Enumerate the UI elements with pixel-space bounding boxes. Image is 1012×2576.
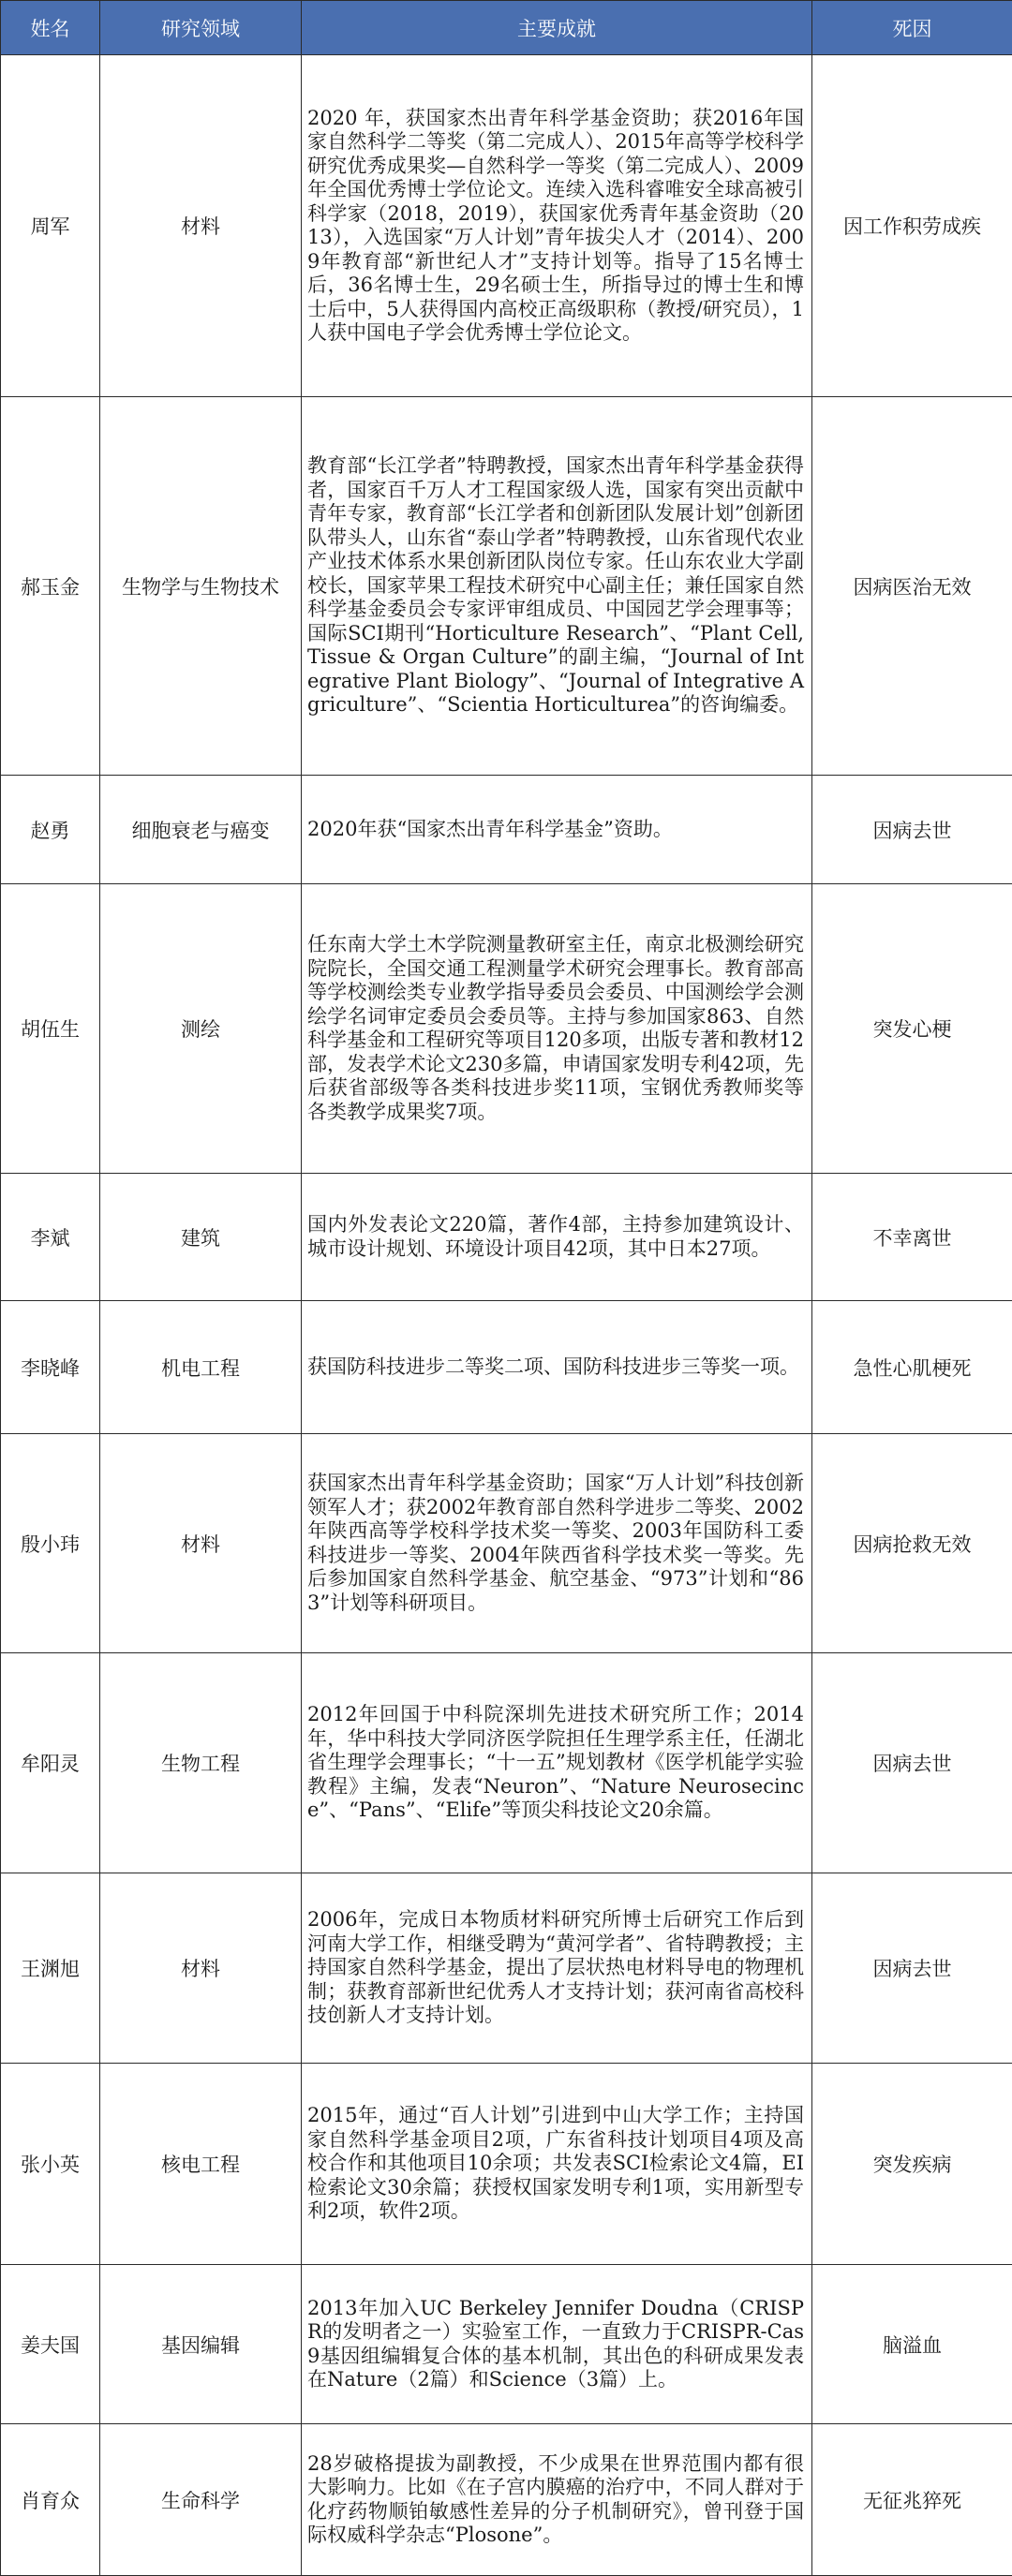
cell-death: 因病去世 xyxy=(812,1653,1012,1873)
cell-death: 无征兆猝死 xyxy=(812,2424,1012,2576)
cell-name: 郝玉金 xyxy=(1,397,100,776)
cell-field: 细胞衰老与癌变 xyxy=(100,776,302,884)
cell-achievements: 2020年获“国家杰出青年科学基金”资助。 xyxy=(302,776,812,884)
cell-achievements: 获国防科技进步二等奖二项、国防科技进步三等奖一项。 xyxy=(302,1301,812,1434)
table-row xyxy=(1,1301,1012,1434)
cell-achievements: 28岁破格提拔为副教授，不少成果在世界范围内都有很大影响力。比如《在子宫内膜癌的治疗中，不同人群对于化疗药物顺铂敏感性差异的分子机制研究》，曾刊登于国际权威科学杂志“Plosone”。 xyxy=(302,2424,812,2576)
cell-field: 建筑 xyxy=(100,1174,302,1301)
header-achievements: 主要成就 xyxy=(302,1,812,55)
cell-name: 周军 xyxy=(1,55,100,397)
cell-name: 姜夫国 xyxy=(1,2265,100,2424)
header-death: 死因 xyxy=(812,1,1012,55)
cell-death: 因病去世 xyxy=(812,1873,1012,2064)
cell-death: 急性心肌梗死 xyxy=(812,1301,1012,1434)
cell-field: 核电工程 xyxy=(100,2064,302,2265)
cell-death: 突发疾病 xyxy=(812,2064,1012,2265)
cell-death: 因病医治无效 xyxy=(812,397,1012,776)
table-row xyxy=(1,55,1012,397)
header-field: 研究领域 xyxy=(100,1,302,55)
cell-achievements: 教育部“长江学者”特聘教授，国家杰出青年科学基金获得者，国家百千万人才工程国家级人选，国家有突出贡献中青年专家，教育部“长江学者和创新团队发展计划”创新团队带头人，山东省“泰山学者”特聘教授，山东省现代农业产业技术体系水果创新团队岗位专家。任山东农业大学副校长，国家苹果工程技术研究中心副主任；兼任国家自然科学基金委员会专家评审组成员、中国园艺学会理事等；国际SCI期刊“Horticulture Research”、“Plant Cell, Tissue & Organ Culture”的副主编，“Journal of Integrative Plant Biology”、“Journal of Integrative Agriculture”、“Scientia Horticulturea”的咨询编委。 xyxy=(302,397,812,776)
cell-achievements: 国内外发表论文220篇，著作4部，主持参加建筑设计、城市设计规划、环境设计项目42项，其中日本27项。 xyxy=(302,1174,812,1301)
table-row xyxy=(1,1653,1012,1873)
cell-name: 赵勇 xyxy=(1,776,100,884)
table-row xyxy=(1,1174,1012,1301)
cell-achievements: 2015年，通过“百人计划”引进到中山大学工作；主持国家自然科学基金项目2项，广东省科技计划项目4项及高校合作和其他项目10余项；共发表SCI检索论文4篇，EI检索论文30余篇；获授权国家发明专利1项，实用新型专利2项，软件2项。 xyxy=(302,2064,812,2265)
cell-field: 材料 xyxy=(100,55,302,397)
table-row xyxy=(1,1434,1012,1653)
table-row xyxy=(1,2424,1012,2576)
cell-death: 不幸离世 xyxy=(812,1174,1012,1301)
cell-field: 材料 xyxy=(100,1873,302,2064)
cell-achievements: 2012年回国于中科院深圳先进技术研究所工作；2014年，华中科技大学同济医学院担任生理学系主任，任湖北省生理学会理事长；“十一五”规划教材《医学机能学实验教程》主编，发表“Neuron”、“Nature Neurosecince”、“Pans”、“Elife”等顶尖科技论文20余篇。 xyxy=(302,1653,812,1873)
cell-name: 李晓峰 xyxy=(1,1301,100,1434)
cell-name: 肖育众 xyxy=(1,2424,100,2576)
cell-death: 突发心梗 xyxy=(812,884,1012,1174)
cell-field: 生命科学 xyxy=(100,2424,302,2576)
cell-achievements: 2013年加入UC Berkeley Jennifer Doudna（CRISPR的发明者之一）实验室工作，一直致力于CRISPR-Cas9基因组编辑复合体的基本机制，其出色的科研成果发表在Nature（2篇）和Science（3篇）上。 xyxy=(302,2265,812,2424)
cell-field: 机电工程 xyxy=(100,1301,302,1434)
header-row xyxy=(1,1,1012,55)
cell-name: 胡伍生 xyxy=(1,884,100,1174)
cell-name: 殷小玮 xyxy=(1,1434,100,1653)
cell-field: 生物学与生物技术 xyxy=(100,397,302,776)
cell-death: 因病去世 xyxy=(812,776,1012,884)
cell-achievements: 2006年，完成日本物质材料研究所博士后研究工作后到河南大学工作，相继受聘为“黄河学者”、省特聘教授；主持国家自然科学基金，提出了层状热电材料导电的物理机制；获教育部新世纪优秀人才支持计划；获河南省高校科技创新人才支持计划。 xyxy=(302,1873,812,2064)
cell-achievements: 任东南大学土木学院测量教研室主任，南京北极测绘研究院院长，全国交通工程测量学术研究会理事长。教育部高等学校测绘类专业教学指导委员会委员、中国测绘学会测绘学名词审定委员会委员等。主持与参加国家863、自然科学基金和工程研究等项目120多项，出版专著和教材12部，发表学术论文230多篇，申请国家发明专利42项，先后获省部级等各类科技进步奖11项，宝钢优秀教师奖等各类教学成果奖7项。 xyxy=(302,884,812,1174)
table-row xyxy=(1,2265,1012,2424)
cell-name: 李斌 xyxy=(1,1174,100,1301)
cell-name: 王渊旭 xyxy=(1,1873,100,2064)
header-name: 姓名 xyxy=(1,1,100,55)
table-row xyxy=(1,2064,1012,2265)
table-row xyxy=(1,776,1012,884)
cell-field: 生物工程 xyxy=(100,1653,302,1873)
cell-name: 张小英 xyxy=(1,2064,100,2265)
cell-death: 因病抢救无效 xyxy=(812,1434,1012,1653)
cell-achievements: 2020 年，获国家杰出青年科学基金资助；获2016年国家自然科学二等奖（第二完成人）、2015年高等学校科学研究优秀成果奖—自然科学一等奖（第二完成人）、2009年全国优秀博士学位论文。连续入选科睿唯安全球高被引科学家（2018，2019），获国家优秀青年基金资助（2013），入选国家“万人计划”青年拔尖人才（2014）、2009年教育部“新世纪人才”支持计划等。指导了15名博士后，36名博士生，29名硕士生，所指导过的博士生和博士后中，5人获得国内高校正高级职称（教授/研究员），1人获中国电子学会优秀博士学位论文。 xyxy=(302,55,812,397)
cell-death: 因工作积劳成疾 xyxy=(812,55,1012,397)
cell-death: 脑溢血 xyxy=(812,2265,1012,2424)
table-row xyxy=(1,884,1012,1174)
cell-field: 材料 xyxy=(100,1434,302,1653)
cell-field: 测绘 xyxy=(100,884,302,1174)
cell-name: 牟阳灵 xyxy=(1,1653,100,1873)
table-row xyxy=(1,397,1012,776)
cell-achievements: 获国家杰出青年科学基金资助；国家“万人计划”科技创新领军人才；获2002年教育部自然科学进步二等奖、2002年陕西高等学校科学技术奖一等奖、2003年国防科工委科技进步一等奖、2004年陕西省科学技术奖一等奖。先后参加国家自然科学基金、航空基金、“973”计划和“863”计划等科研项目。 xyxy=(302,1434,812,1653)
table-row xyxy=(1,1873,1012,2064)
cell-field: 基因编辑 xyxy=(100,2265,302,2424)
